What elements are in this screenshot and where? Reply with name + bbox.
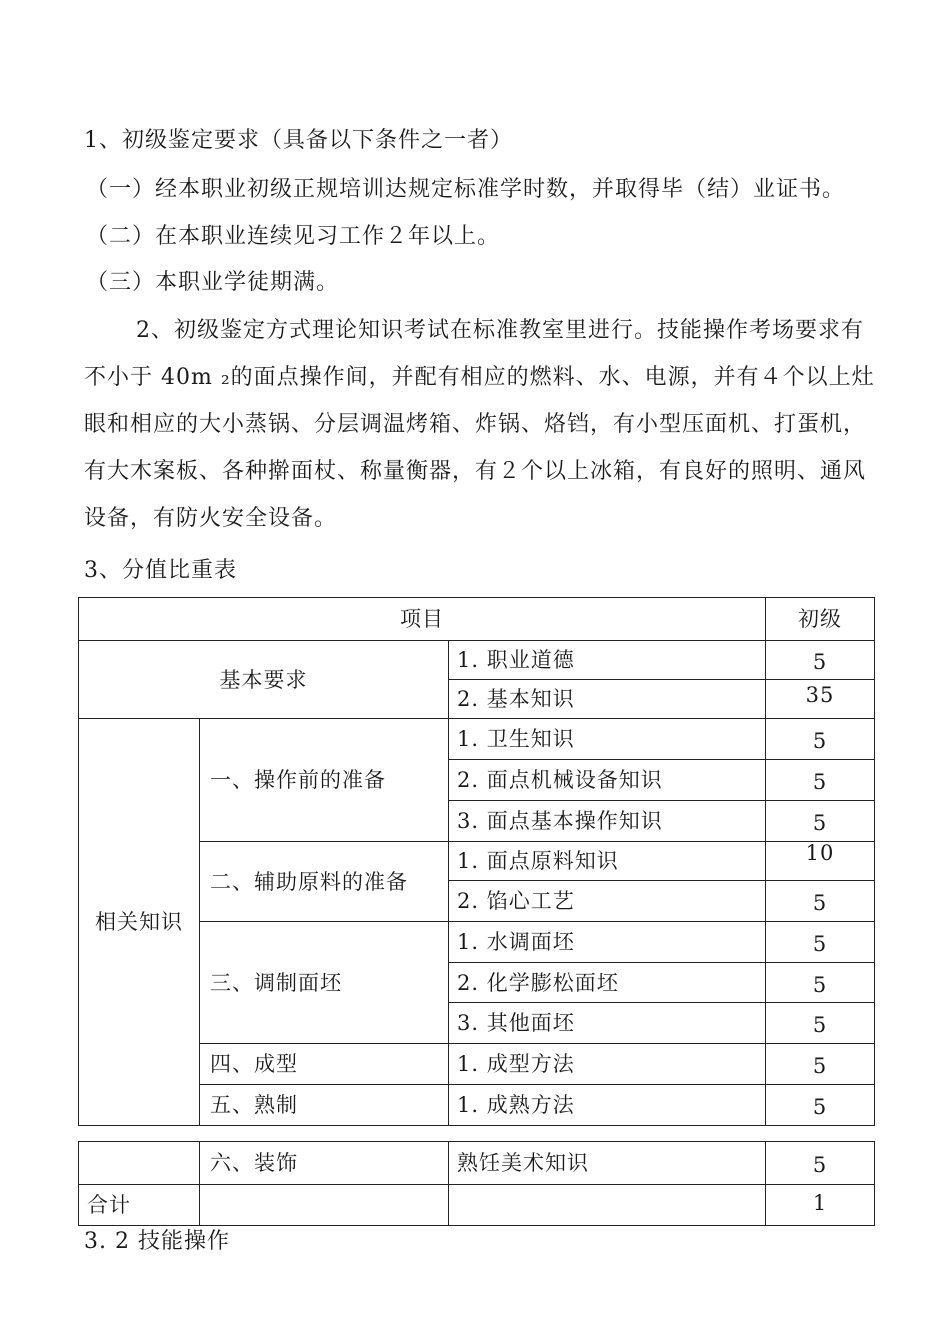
- item-cell: 1. 卫生知识: [449, 719, 766, 760]
- item-cell: 1. 面点原料知识: [449, 842, 766, 881]
- group-name: 二、辅助原料的准备: [200, 842, 449, 922]
- score-cell: 5: [766, 922, 875, 963]
- item-cell: 1. 成熟方法: [449, 1085, 766, 1126]
- item-cell: 熟饪美术知识: [449, 1142, 766, 1185]
- score-cell: 5: [766, 760, 875, 801]
- item-cell: 1. 职业道德: [449, 641, 766, 680]
- item-cell: 1. 成型方法: [449, 1044, 766, 1085]
- item-cell: 2. 馅心工艺: [449, 881, 766, 922]
- empty-cell: [79, 1142, 200, 1185]
- score-cell: 35: [766, 680, 875, 719]
- item-cell: 1. 水调面坯: [449, 922, 766, 963]
- score-cell: 5: [766, 641, 875, 680]
- score-cell: 5: [766, 719, 875, 760]
- table-row: [79, 719, 875, 760]
- header-level: 初级: [766, 598, 875, 641]
- condition-2: （二）在本职业连续见习工作２年以上。: [86, 224, 501, 249]
- score-cell: 5: [766, 1142, 875, 1185]
- basic-requirements-label: 基本要求: [79, 641, 449, 719]
- related-knowledge-label: 相关知识: [79, 719, 200, 1126]
- item-cell: 3. 其他面坯: [449, 1003, 766, 1044]
- item-cell: 2. 面点机械设备知识: [449, 760, 766, 801]
- header-item: 项目: [79, 598, 766, 641]
- score-cell: 5: [766, 1003, 875, 1044]
- group-name: 六、装饰: [200, 1142, 449, 1185]
- score-weight-table-continued: [78, 1141, 875, 1226]
- score-cell: 5: [766, 1085, 875, 1126]
- item-cell: 2. 基本知识: [449, 680, 766, 719]
- empty-cell: [200, 1185, 449, 1226]
- item-cell: 3. 面点基本操作知识: [449, 801, 766, 842]
- heading-skill-operation: 3. 2 技能操作: [84, 1229, 230, 1254]
- score-cell: 5: [766, 1044, 875, 1085]
- table-header-row: [79, 598, 875, 641]
- table-row: [79, 1142, 875, 1185]
- score-cell: 5: [766, 963, 875, 1003]
- score-weight-table: [78, 597, 875, 1126]
- group-name: 三、调制面坯: [200, 922, 449, 1044]
- heading-eligibility: 1、初级鉴定要求（具备以下条件之一者）: [84, 128, 513, 153]
- score-cell: 5: [766, 881, 875, 922]
- score-cell: 5: [766, 801, 875, 842]
- paragraph-assessment-method: [84, 307, 879, 542]
- condition-3: （三）本职业学徒期满。: [86, 270, 340, 295]
- group-name: 一、操作前的准备: [200, 719, 449, 842]
- group-name: 四、成型: [200, 1044, 449, 1085]
- item-cell: 2. 化学膨松面坯: [449, 963, 766, 1003]
- condition-1: （一）经本职业初级正规培训达规定标准学时数，并取得毕（结）业证书。: [86, 177, 846, 202]
- total-score: 1: [766, 1185, 875, 1226]
- heading-score-table: 3、分值比重表: [84, 558, 237, 583]
- score-cell: 10: [766, 842, 875, 881]
- total-label: 合计: [79, 1185, 200, 1226]
- paragraph-assessment-text: 2、初级鉴定方式理论知识考试在标准教室里进行。技能操作考场要求有不小于 40m ₂的面点操作间，并配有相应的燃料、水、电源，并有４个以上灶眼和相应的大小蒸锅、分层调温烤箱、炸锅、烙铛，有小型压面机、打蛋机，有大木案板、各种擀面杖、称量衡器，有２个以上冰箱，有良好的照明、通风设备，有防火安全设备。: [84, 318, 875, 531]
- table-row: [79, 641, 875, 680]
- empty-cell: [449, 1185, 766, 1226]
- group-name: 五、熟制: [200, 1085, 449, 1126]
- table-total-row: [79, 1185, 875, 1226]
